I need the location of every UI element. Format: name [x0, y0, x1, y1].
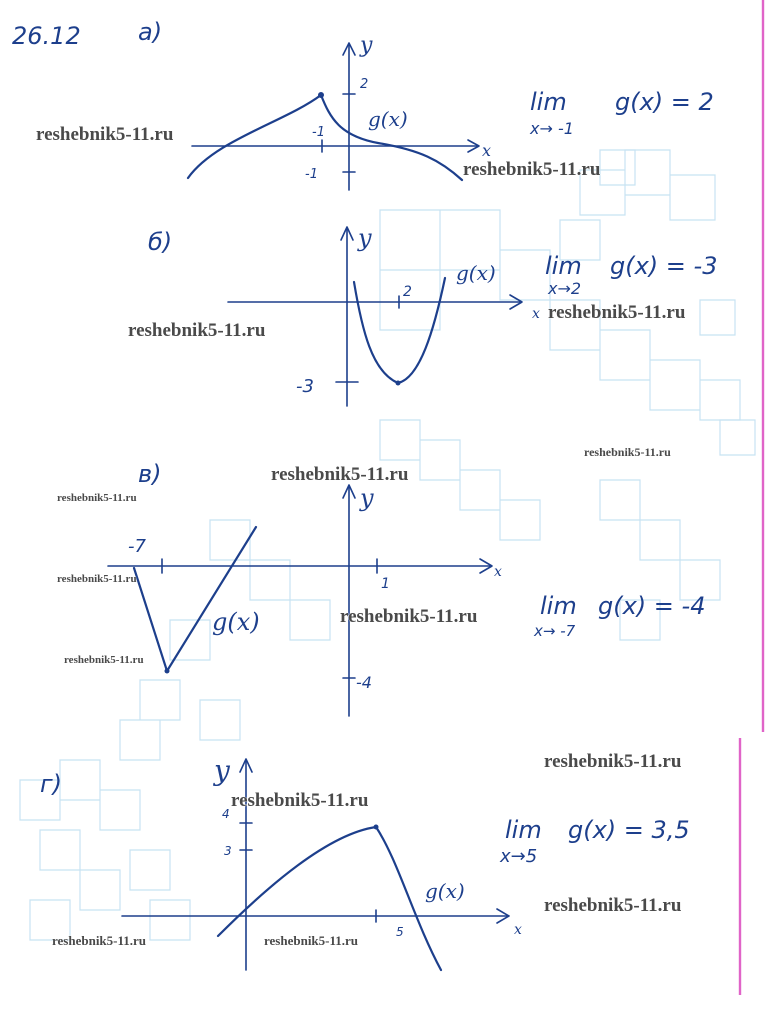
part-b-lim-word: lim — [545, 252, 582, 280]
part-c-x-label: x — [494, 564, 502, 580]
watermark: reshebnik5-11.ru — [264, 933, 359, 948]
part-a-tick-label-y2: 2 — [360, 77, 369, 92]
part-b-label: б) — [148, 228, 173, 256]
part-c — [108, 460, 705, 716]
part-d-x-label: x — [514, 922, 522, 938]
part-a — [138, 18, 714, 190]
part-d-tick-label-y4: 4 — [222, 807, 230, 821]
part-c-point — [165, 669, 170, 674]
part-b-vertex — [396, 381, 401, 386]
part-c-func-label: g(x) — [212, 608, 260, 636]
watermark: reshebnik5-11.ru — [463, 159, 601, 180]
part-d-graph-curve — [218, 827, 441, 970]
watermark: reshebnik5-11.ru — [57, 492, 137, 504]
part-b-lim-sub: x→2 — [548, 279, 582, 298]
part-d-func-label: g(x) — [425, 879, 465, 903]
watermark: reshebnik5-11.ru — [64, 654, 144, 666]
watermark: reshebnik5-11.ru — [544, 751, 682, 772]
part-c-tick-label-x1: 1 — [381, 576, 390, 592]
part-a-lim-sub: x→ -1 — [530, 119, 574, 138]
watermark: reshebnik5-11.ru — [231, 790, 369, 811]
part-d-lim-expr: g(x) = 3,5 — [568, 816, 690, 844]
part-d-lim-word: lim — [505, 816, 542, 844]
part-b-tick-label-x2: 2 — [403, 284, 412, 300]
part-b-y-label: y — [358, 224, 372, 252]
part-d-label: г) — [40, 770, 62, 798]
part-a-y-label: y — [360, 33, 373, 58]
part-a-tick-label-x-1: -1 — [312, 125, 325, 140]
part-a-graph-curve — [188, 95, 462, 180]
part-b-tick-label-y-3: -3 — [296, 376, 314, 397]
watermark: reshebnik5-11.ru — [52, 933, 147, 948]
part-d-tick-label-x5: 5 — [396, 925, 404, 939]
part-a-lim-expr: g(x) = 2 — [615, 88, 714, 116]
part-b-x-label: x — [532, 306, 540, 322]
part-a-point — [318, 92, 324, 98]
part-b-func-label: g(x) — [456, 261, 496, 285]
watermark: reshebnik5-11.ru — [271, 464, 409, 485]
part-c-lim-sub: x→ -7 — [534, 622, 576, 640]
part-a-label: а) — [138, 18, 163, 46]
watermark: reshebnik5-11.ru — [340, 606, 478, 627]
part-a-lim-word: lim — [530, 88, 567, 116]
part-a-tick-label-y-1: -1 — [305, 167, 318, 182]
part-b-lim-expr: g(x) = -3 — [610, 252, 718, 280]
part-a-x-label: x — [482, 141, 492, 160]
watermark: reshebnik5-11.ru — [584, 445, 671, 459]
watermark: reshebnik5-11.ru — [544, 895, 682, 916]
part-c-tick-label-x-7: -7 — [128, 536, 146, 557]
part-c-lim-word: lim — [540, 592, 577, 620]
problem-number: 26.12 — [12, 22, 81, 50]
part-c-y-label: y — [360, 484, 374, 512]
part-c-tick-label-y-4: -4 — [356, 673, 372, 692]
part-d-point — [374, 825, 379, 830]
watermark: reshebnik5-11.ru — [128, 320, 266, 341]
part-c-label: в) — [138, 460, 162, 488]
watermark: reshebnik5-11.ru — [57, 573, 137, 585]
part-d-y-label: y — [214, 754, 230, 787]
part-a-func-label: g(x) — [368, 107, 408, 131]
part-d-tick-label-y3: 3 — [224, 844, 232, 858]
watermark: reshebnik5-11.ru — [36, 124, 174, 145]
part-c-lim-expr: g(x) = -4 — [598, 592, 706, 620]
part-c-graph-curve — [134, 527, 256, 671]
part-d-lim-sub: x→5 — [500, 846, 538, 867]
watermark: reshebnik5-11.ru — [548, 302, 686, 323]
